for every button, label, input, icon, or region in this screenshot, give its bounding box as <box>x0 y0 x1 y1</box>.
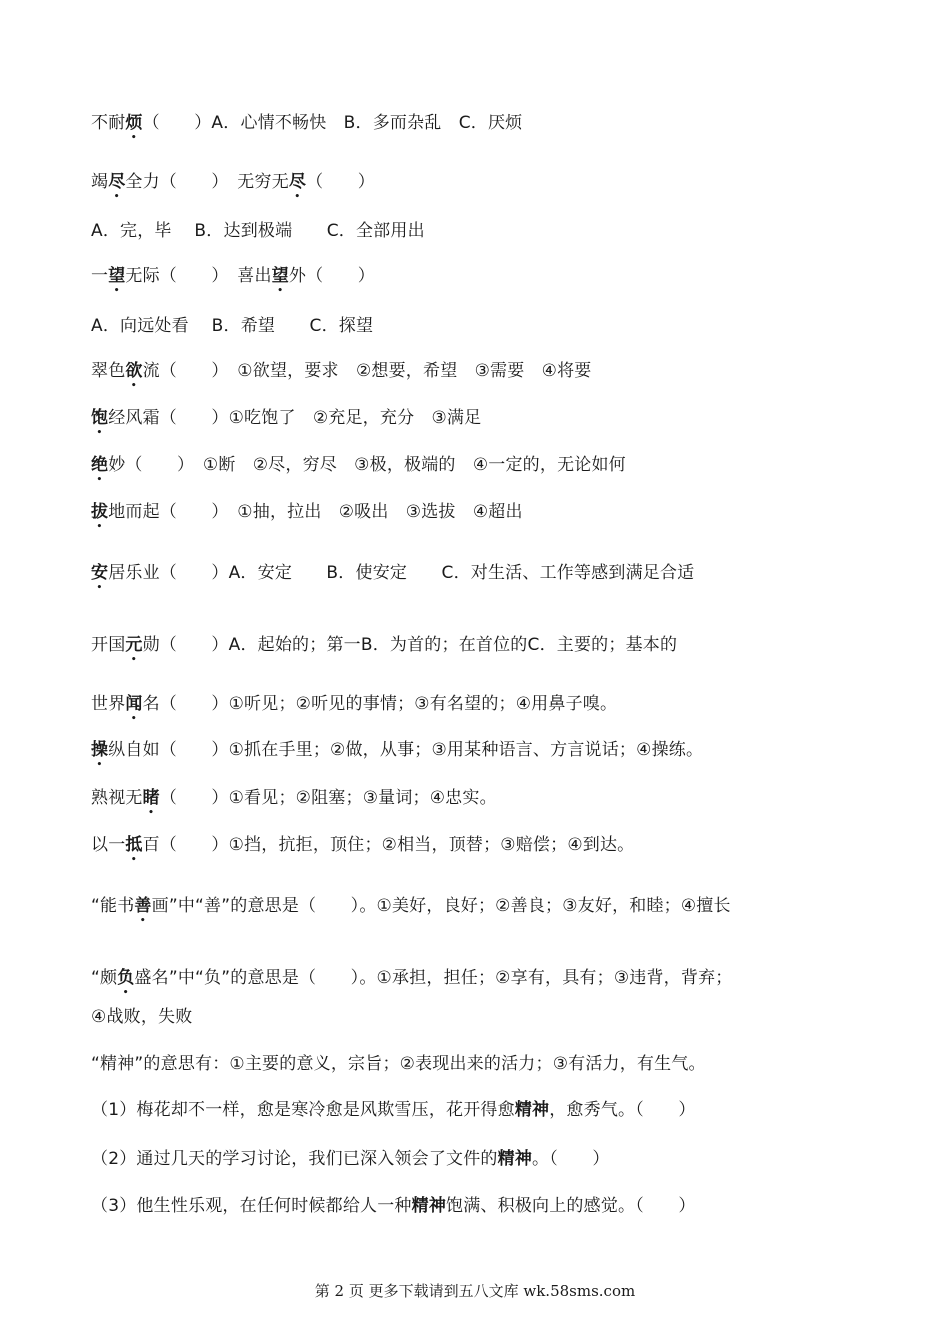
text-line <box>91 834 634 865</box>
emphasized-char: 负 <box>117 968 135 988</box>
line-text: 流（ ） ①欲望，要求 ②想要，希望 ③需要 ④将要 <box>142 361 592 381</box>
text-line <box>91 454 626 485</box>
bold-term: 精神 <box>514 1100 550 1120</box>
text-line <box>91 739 703 770</box>
line-text: 居乐业（ ）A．安定 B．使安定 C．对生活、工作等感到满足合适 <box>108 563 695 583</box>
text-line <box>91 1195 696 1217</box>
emphasized-char: 望 <box>108 266 126 286</box>
emphasized-char: 善 <box>134 896 152 916</box>
line-text: （ ）①看见；②阻塞；③量词；④忠实。 <box>159 788 497 808</box>
emphasized-char: 拔 <box>91 502 109 522</box>
page-footer: 第 2 页 更多下载请到五八文库 wk.58sms.com <box>314 1282 636 1300</box>
line-text: 以一 <box>91 835 126 855</box>
bold-term: 精神 <box>411 1196 447 1216</box>
emphasized-char: 烦 <box>125 113 143 133</box>
line-text: 世界 <box>91 694 126 714</box>
line-text: 不耐 <box>91 113 126 133</box>
line-text: 名（ ）①听见；②听见的事情；③有名望的；④用鼻子嗅。 <box>142 694 618 714</box>
text-line <box>91 265 375 296</box>
line-text: （2）通过几天的学习讨论，我们已深入领会了文件的 <box>91 1149 498 1169</box>
text-line <box>91 1053 706 1075</box>
line-text: （3）他生性乐观，在任何时候都给人一种 <box>91 1196 412 1216</box>
line-text: ，愈秀气。（ ） <box>549 1100 696 1120</box>
text-line <box>91 171 375 202</box>
text-line <box>91 407 481 438</box>
emphasized-char: 闻 <box>125 694 143 714</box>
line-text: 纵自如（ ）①抓在手里；②做，从事；③用某种语言、方言说话；④操练。 <box>108 740 704 760</box>
emphasized-char: 安 <box>91 563 109 583</box>
line-text: 竭 <box>91 172 109 192</box>
line-text: “能书 <box>91 896 135 916</box>
emphasized-char: 抵 <box>125 835 143 855</box>
line-text: 一 <box>91 266 109 286</box>
line-text: 翠色 <box>91 361 126 381</box>
emphasized-char: 睹 <box>142 788 160 808</box>
line-text: （ ）A．心情不畅快 B．多而杂乱 C．厌烦 <box>142 113 523 133</box>
text-line <box>91 1006 192 1028</box>
line-text: 百（ ）①挡，抗拒，顶住；②相当，顶替；③赔偿；④到达。 <box>142 835 635 855</box>
line-text: “颇 <box>91 968 118 988</box>
line-text: 。（ ） <box>532 1149 610 1169</box>
line-text: “精神”的意思有：①主要的意义，宗旨；②表现出来的活力；③有活力，有生气。 <box>91 1054 706 1074</box>
text-line <box>91 634 677 665</box>
line-text: 妙（ ） ①断 ②尽，穷尽 ③极，极端的 ④一定的，无论如何 <box>108 455 626 475</box>
line-text: 开国 <box>91 635 126 655</box>
line-text: ④战败，失败 <box>91 1007 193 1027</box>
line-text: 全力（ ） 无穷无 <box>125 172 289 192</box>
emphasized-char: 尽 <box>108 172 126 192</box>
text-line <box>91 220 425 242</box>
emphasized-char: 欲 <box>125 361 143 381</box>
text-line <box>91 112 522 143</box>
line-text: 饱满、积极向上的感觉。（ ） <box>446 1196 696 1216</box>
line-text: 画”中“善”的意思是（ ）。①美好，良好；②善良；③友好，和睦；④擅长 <box>151 896 731 916</box>
text-line <box>91 693 617 724</box>
text-line <box>91 360 591 391</box>
line-text: （ ） <box>306 172 375 192</box>
text-line <box>91 501 523 532</box>
line-text: 盛名”中“负”的意思是（ ）。①承担，担任；②享有，具有；③违背，背弃； <box>134 968 733 988</box>
emphasized-char: 绝 <box>91 455 109 475</box>
line-text: 经风霜（ ）①吃饱了 ②充足，充分 ③满足 <box>108 408 482 428</box>
text-line <box>91 1099 696 1121</box>
emphasized-char: 操 <box>91 740 109 760</box>
line-text: 地而起（ ） ①抽，拉出 ②吸出 ③选拔 ④超出 <box>108 502 523 522</box>
emphasized-char: 饱 <box>91 408 109 428</box>
line-text: （1）梅花却不一样，愈是寒冷愈是风欺雪压，花开得愈 <box>91 1100 515 1120</box>
line-text: A．完，毕 B．达到极端 C．全部用出 <box>91 221 425 241</box>
text-line <box>91 315 373 337</box>
text-line <box>91 895 731 926</box>
emphasized-char: 望 <box>271 266 289 286</box>
line-text: 无际（ ） 喜出 <box>125 266 272 286</box>
line-text: 熟视无 <box>91 788 143 808</box>
text-line <box>91 562 694 593</box>
bold-term: 精神 <box>497 1149 533 1169</box>
text-line <box>91 967 732 998</box>
line-text: 外（ ） <box>288 266 375 286</box>
emphasized-char: 元 <box>125 635 143 655</box>
text-line <box>91 787 497 818</box>
emphasized-char: 尽 <box>288 172 307 192</box>
line-text: 勋（ ）A．起始的；第一B．为首的；在首位的C．主要的；基本的 <box>142 635 678 655</box>
line-text: A．向远处看 B．希望 C．探望 <box>91 316 374 336</box>
text-line <box>91 1148 610 1170</box>
